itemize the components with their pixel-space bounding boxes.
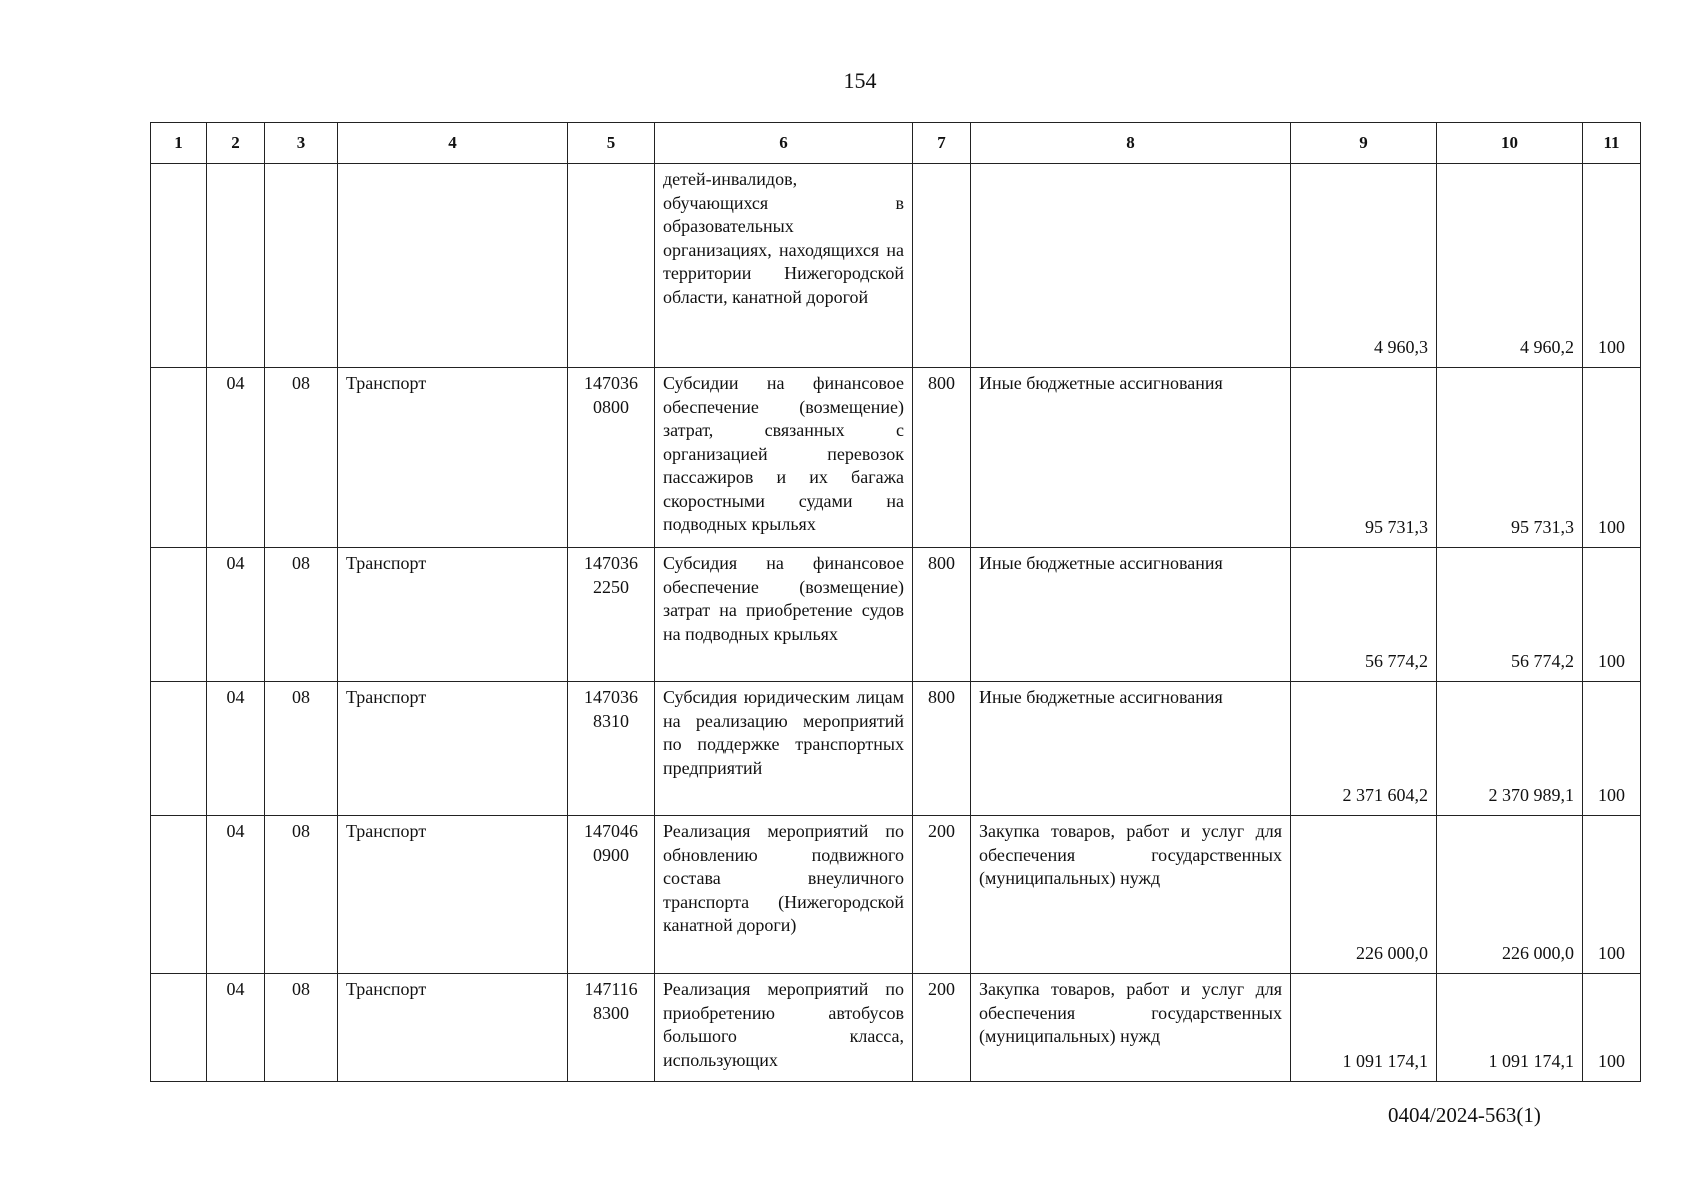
cell-percent: 100 <box>1583 682 1641 816</box>
cell-section: 04 <box>207 816 265 974</box>
cell-percent: 100 <box>1583 164 1641 368</box>
cell-col1 <box>151 164 207 368</box>
cell-planned: 1 091 174,1 <box>1291 974 1437 1082</box>
cell-target-code <box>568 164 655 368</box>
cell-target-code: 147046 0900 <box>568 816 655 974</box>
cell-executed: 95 731,3 <box>1437 368 1583 548</box>
cell-description: Субсидии на финансовое обеспечение (возмещение) затрат, связанных с организацией перевозок пассажиров и их багажа скоростными судами на подводных крыльях <box>655 368 913 548</box>
cell-col1 <box>151 548 207 682</box>
cell-subsection: 08 <box>265 368 338 548</box>
cell-description: Реализация мероприятий по обновлению подвижного состава внеуличного транспорта (Нижегородской канатной дороги) <box>655 816 913 974</box>
cell-target-code: 147036 2250 <box>568 548 655 682</box>
cell-planned: 2 371 604,2 <box>1291 682 1437 816</box>
budget-table <box>150 122 1641 1082</box>
cell-expense-name: Закупка товаров, работ и услуг для обеспечения государственных (муниципальных) нужд <box>971 974 1291 1082</box>
cell-percent: 100 <box>1583 974 1641 1082</box>
table-row <box>151 682 1641 816</box>
cell-expense-type: 800 <box>913 368 971 548</box>
cell-section: 04 <box>207 368 265 548</box>
column-header: 11 <box>1583 123 1641 164</box>
column-header: 5 <box>568 123 655 164</box>
cell-section: 04 <box>207 682 265 816</box>
cell-description: Реализация мероприятий по приобретению автобусов большого класса, использующих <box>655 974 913 1082</box>
cell-executed: 226 000,0 <box>1437 816 1583 974</box>
cell-percent: 100 <box>1583 816 1641 974</box>
cell-subsection-name: Транспорт <box>338 974 568 1082</box>
cell-expense-type: 200 <box>913 816 971 974</box>
cell-subsection-name: Транспорт <box>338 816 568 974</box>
column-header: 6 <box>655 123 913 164</box>
cell-percent: 100 <box>1583 368 1641 548</box>
cell-target-code: 147036 8310 <box>568 682 655 816</box>
cell-percent: 100 <box>1583 548 1641 682</box>
table-row <box>151 548 1641 682</box>
cell-section: 04 <box>207 548 265 682</box>
cell-section <box>207 164 265 368</box>
column-header: 9 <box>1291 123 1437 164</box>
cell-expense-type: 800 <box>913 682 971 816</box>
page-number: 154 <box>843 68 877 93</box>
cell-description: Субсидия на финансовое обеспечение (возмещение) затрат на приобретение судов на подводных крыльях <box>655 548 913 682</box>
cell-subsection: 08 <box>265 816 338 974</box>
cell-planned: 4 960,3 <box>1291 164 1437 368</box>
table-header-row <box>151 123 1641 164</box>
cell-subsection-name: Транспорт <box>338 548 568 682</box>
cell-description: Субсидия юридическим лицам на реализацию мероприятий по поддержке транспортных предприятий <box>655 682 913 816</box>
cell-target-code: 147116 8300 <box>568 974 655 1082</box>
cell-planned: 226 000,0 <box>1291 816 1437 974</box>
cell-executed: 2 370 989,1 <box>1437 682 1583 816</box>
cell-executed: 4 960,2 <box>1437 164 1583 368</box>
cell-subsection-name <box>338 164 568 368</box>
document-id: 0404/2024-563(1) <box>1388 1103 1541 1127</box>
cell-expense-type: 800 <box>913 548 971 682</box>
table-row <box>151 816 1641 974</box>
cell-expense-name: Иные бюджетные ассигнования <box>971 368 1291 548</box>
cell-subsection: 08 <box>265 548 338 682</box>
column-header: 1 <box>151 123 207 164</box>
cell-expense-name <box>971 164 1291 368</box>
table-row <box>151 974 1641 1082</box>
cell-description: детей-инвалидов, обучающихся в образовательных организациях, находящихся на территории Нижегородской области, канатной дорогой <box>655 164 913 368</box>
cell-col1 <box>151 974 207 1082</box>
cell-subsection: 08 <box>265 682 338 816</box>
column-header: 4 <box>338 123 568 164</box>
cell-expense-type <box>913 164 971 368</box>
cell-planned: 56 774,2 <box>1291 548 1437 682</box>
table-row <box>151 368 1641 548</box>
cell-executed: 1 091 174,1 <box>1437 974 1583 1082</box>
column-header: 2 <box>207 123 265 164</box>
cell-subsection-name: Транспорт <box>338 682 568 816</box>
table-row <box>151 164 1641 368</box>
column-header: 7 <box>913 123 971 164</box>
cell-col1 <box>151 816 207 974</box>
cell-expense-type: 200 <box>913 974 971 1082</box>
column-header: 3 <box>265 123 338 164</box>
cell-target-code: 147036 0800 <box>568 368 655 548</box>
column-header: 10 <box>1437 123 1583 164</box>
cell-col1 <box>151 682 207 816</box>
cell-expense-name: Иные бюджетные ассигнования <box>971 682 1291 816</box>
cell-subsection-name: Транспорт <box>338 368 568 548</box>
cell-section: 04 <box>207 974 265 1082</box>
cell-subsection: 08 <box>265 974 338 1082</box>
cell-col1 <box>151 368 207 548</box>
cell-planned: 95 731,3 <box>1291 368 1437 548</box>
cell-expense-name: Закупка товаров, работ и услуг для обеспечения государственных (муниципальных) нужд <box>971 816 1291 974</box>
column-header: 8 <box>971 123 1291 164</box>
cell-executed: 56 774,2 <box>1437 548 1583 682</box>
cell-expense-name: Иные бюджетные ассигнования <box>971 548 1291 682</box>
cell-subsection <box>265 164 338 368</box>
